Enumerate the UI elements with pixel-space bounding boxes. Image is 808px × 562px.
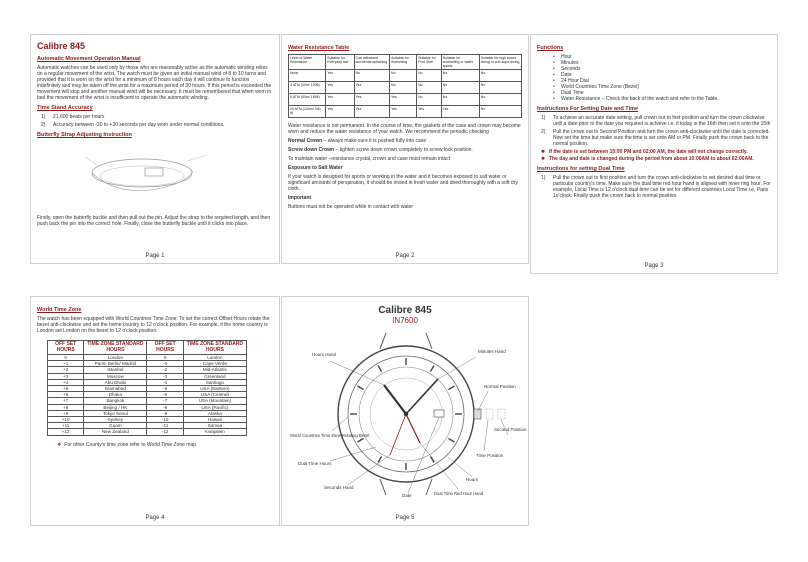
section-title-dual-time: Instructions for setting Dual Time	[537, 166, 625, 172]
list-item: • 24 Hour Dial	[553, 78, 589, 84]
list-item: 1) To achieve an accurate date setting, pull crown out to first position and turn the crown clockwise until a date prior to the date you required is achieve i.e. if today is the 16th then set it onto the 15th	[541, 115, 771, 127]
list-item: 2) Accuracy between -30 to +30 seconds per day worn under normal conditions.	[41, 122, 225, 128]
table-row: 5 ATM (50m/ 165ft) Yes Yes Yes No No No	[289, 94, 522, 106]
table-row: +4 Abu Dhabi -4 Santiago	[48, 379, 247, 385]
list-item: • Date	[553, 72, 572, 78]
diamond-bullet-icon: ❖	[540, 156, 546, 162]
resistance-paragraph: Water resistance is not permanent. In the course of time, the gaskets of the case and crown may become worn and reduce the water resistance of your watch. We recommend the periodic checking	[288, 123, 521, 135]
table-row: +7 Bangkok -7 USA (Mountain)	[48, 398, 247, 404]
table-row: +8 Beijing / HK -8 USA (Pacific)	[48, 404, 247, 410]
operation-paragraph: Automatic watches can be used only by those who are reasonably active as the automatic winding relies on a regular movement of the wrist. The watch must be given an initial manual wind of 8 to 10 turns and provided that it is worn on the wrist for a minimum of 8 hours each day it will continue to function indefinitely and may be taken off the wrist for a maximum period of 30 hours. If this period is exceeded the movement will stop and another manual wind will be necessary. It must be remembered that when worn in bed the movement of the wrist is insufficient to operate the automatic winding.	[37, 65, 272, 101]
accuracy-list	[37, 114, 273, 128]
table-header-row: Level of Water Resistance Suitable for Everyday use Can withstand accidental splashing Suitable for Swimming Suitable for Pool Size Suitable for snorkelling or water sports Suitable for high board diving or sub aqua diving	[289, 55, 522, 70]
manual-page-4	[30, 296, 280, 526]
page-number: Page 2	[395, 253, 415, 259]
label-hours: Hours	[466, 477, 479, 482]
page-number: Page 4	[145, 515, 165, 521]
label-time-position: Time Position	[476, 453, 504, 458]
section-title-strap: Butterfly Strap Adjusting Instruction	[37, 132, 132, 138]
label-minutes-hand: Minutes Hand	[478, 349, 506, 354]
table-row: +11 Guam -11 Samoa	[48, 423, 247, 429]
screw-crown-line: Screw down Crown – tighten screw down crown completely to screw lock position.	[288, 147, 473, 153]
important-heading: Important	[288, 195, 312, 201]
section-title-date-time: Instructions For Setting Date and Time	[537, 106, 639, 112]
list-item: • Dual Time	[553, 90, 584, 96]
label-world-zone: World Countries Time Zone Rotating Bezel	[290, 433, 370, 438]
important-paragraph: Buttons must not be operated while in contact with water	[288, 204, 414, 210]
date-window	[434, 410, 444, 417]
warning-item: ❖ The day and date is changed during the period from about 10:00AM to about 02:00AM.	[537, 156, 771, 162]
table-row: +6 Dhaka -6 USA (Central)	[48, 392, 247, 398]
section-title-world-zone: World Time Zone	[37, 307, 82, 313]
table-row: +3 Moscow -3 Greenland	[48, 373, 247, 379]
watch-diagram	[288, 327, 527, 498]
list-item: • World Countries Time Zone (Bezel)	[553, 84, 639, 90]
page-number: Page 5	[395, 515, 415, 521]
diamond-bullet-icon: ❖	[57, 441, 62, 448]
table-row: +1 Paris/ Berlin/ Madrid -1 Cape Verde	[48, 361, 247, 367]
table-row: +2 Istanbul -2 Mid-Atlantic	[48, 367, 247, 373]
manual-page-2	[281, 34, 529, 264]
maintain-paragraph: To maintain water –resistance crystal, crown and case must remain intact	[288, 156, 451, 162]
list-item: • Seconds	[553, 66, 581, 72]
warning-item: ❖ If the date is set between 10:00 PM and 02:00 AM, the date will not change correctly.	[537, 149, 771, 155]
dual-time-red-hand	[406, 414, 420, 443]
functions-list	[537, 54, 771, 102]
world-zone-paragraph: The watch has been equipped with World Countries Time Zone. To set the correct Offset Hours rotate the bezel anti-clockwise and set the home country to 12 o'clock position. For example, if the home country is London set London on the bezel to 12 o'clock position.	[37, 316, 270, 334]
time-zone-table	[47, 340, 247, 436]
manual-page-1	[30, 34, 280, 264]
normal-crown-line: Normal Crown – always make sure it is pushed fully into case	[288, 138, 427, 144]
butterfly-strap-illustration	[37, 141, 273, 211]
hours-hand	[384, 385, 406, 414]
date-instructions-list	[537, 115, 771, 147]
diamond-bullet-icon: ❖	[540, 149, 546, 155]
list-item: • Water Resistance – Check the back of the watch and refer to the Table.	[553, 96, 719, 102]
section-title-functions: Functions	[537, 45, 564, 51]
list-item: 2) Pull the crown out to Second Position and turn the crown anti-clockwise until the date is corrected. Now set the time but make sure the time is set onto AM or PM. Finally push the crown back to the normal position.	[541, 129, 770, 147]
section-title-water-table: Water Resistance Table	[288, 45, 350, 51]
list-item: 1) 21,600 beats per hours	[41, 114, 105, 120]
label-dual-time-red: Dual Time Red Hour Hand	[434, 491, 484, 496]
model-number: IN7600	[392, 316, 418, 325]
table-row: 3 ATM (30m/ 100ft) Yes Yes No No No No	[289, 82, 522, 94]
list-item: • Minutes	[553, 60, 579, 66]
salt-water-paragraph: If your watch is designed for sports or working in the water and it becomes exposed to salt water or significant amounts of perspiration, it should be rinsed in fresh water and dried thoroughly with a soft dry cloth.	[288, 174, 518, 192]
section-title-operation: Automatic Movement Operation Manual	[37, 56, 141, 62]
table-row: 0 London 0 London	[48, 355, 247, 361]
salt-water-heading: Exposure to Salt Water	[288, 165, 343, 171]
page-title: Calibre 845	[37, 41, 86, 51]
zone-map-note: ❖ For other County's time zone refer to World Time Zone map.	[57, 441, 198, 448]
table-row: +5 Islamabad -5 USA (Eastern)	[48, 386, 247, 392]
strap-paragraph: Firstly, open the butterfly buckle and then pull out the pin. Adjust the strap to the required length, and then push back the pin into the correct hole. Finally, close the butterfly buckle until it clicks into place.	[37, 215, 271, 227]
label-normal-position: Normal Position	[484, 384, 516, 389]
label-dual-time-hours: Dual Time Hours	[298, 461, 332, 466]
list-item: 1) Pull the crown out to first position and turn the crown anti-clockwise to set desired dual time or particular country's time. Make sure the dual time red hour hand is aligned with inner ring hour. For example, Local Time is 12 o'clock dual time can be set for different countries Local Time i.e. Paris 1o'clock. Finally push the crown back to normal position.	[541, 175, 771, 199]
page-number: Page 3	[644, 263, 664, 269]
table-row: 10 ATM (100m/ 330 ft) Yes Yes Yes Yes Yes No	[289, 106, 522, 118]
label-hours-hand: Hours Hand	[312, 352, 337, 357]
label-seconds-hand: Seconds Hand	[324, 485, 354, 490]
dual-time-list	[537, 175, 771, 199]
page-number: Page 1	[145, 253, 165, 259]
dial-page-title: Calibre 845	[378, 305, 432, 316]
section-title-accuracy: Time Stand Accuracy	[37, 105, 93, 111]
table-row: None Yes No No No No No	[289, 70, 522, 82]
minutes-hand	[406, 379, 438, 414]
water-resistance-table	[288, 54, 522, 118]
table-row: +12 New Zealand -12 Kwajalein	[48, 429, 247, 435]
table-header-row: OFF SET HOURS TIME ZONE STANDARD HOURS OFF SET HOURS TIME ZONE STANDARD HOURS	[48, 341, 247, 355]
table-row: +10 Sydney -10 Hawaii	[48, 417, 247, 423]
table-row: +9 Tokyo Seoul -9 Alaska	[48, 410, 247, 416]
label-date: Date	[402, 493, 412, 498]
list-item: • Hour	[553, 54, 572, 60]
crown	[474, 409, 481, 419]
label-second-position: Second Position	[494, 427, 527, 432]
manual-page-3	[530, 34, 778, 274]
manual-page-5	[281, 296, 529, 526]
